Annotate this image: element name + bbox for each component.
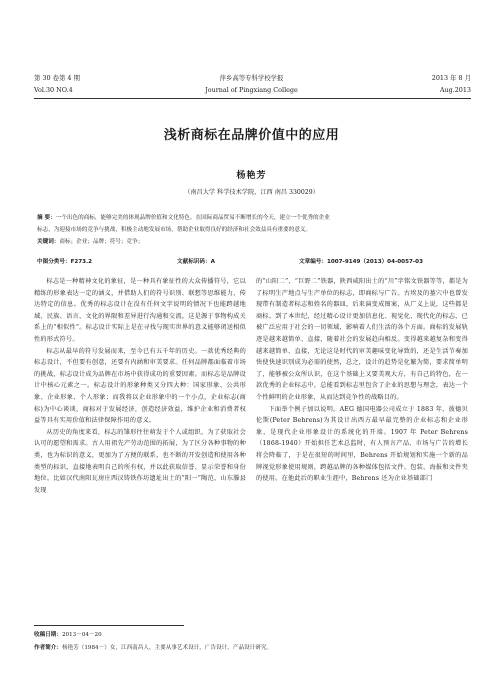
article-author: 杨艳芳 (236, 171, 267, 181)
body-paragraph: 标志从最早的符号发展而来，至今已有五千年的历史。一款优秀经典的标志设计，不但要有创意，还要有内涵和审美要求。任何品牌都面临着市场的挑战，标志设计成为品牌在市场中获得成功的重要因素。而标志是品牌设计中核心元素之一。标志设计的形象种类又分四大种：国家形象、公共形象、企业形象、个人形象；而我将以企业形象中的一个小点，企业标志(商标)为中心谈谈，商标对于发展经济，创造经济效益，维护企业和消费者权益等具有实用价值和法律保障作用的意义。 (34, 347, 246, 425)
keywords-text: 商标；企业；品牌；符号；竞争； (59, 239, 144, 245)
document-code: 文献标识码：A (177, 259, 215, 265)
keywords-label: 关键词： (37, 239, 60, 245)
body-paragraph: 从历史的角度来看，标志的雏形往往萌发于个人或组织，为了获取社会认可的愿望和需求。古人用祖先产劳动范围的拓展，为了区分各种事物的种类，也为标识的意义，更加为了方便的联系，也不断的开发创造和使用各种类型的标识，直接地表明自己的所有权，并以此获取信誉、显示荣誉和身份地位。比如汉代南阳瓦房庄西汉铸铁作坊遗址出土的“阳一”陶范，山东滕县发现 (34, 428, 246, 494)
article-title: 浅析商标在品牌价值中的应用 (163, 128, 340, 143)
header-rule (34, 98, 471, 99)
received-label: 收稿日期： (34, 632, 62, 638)
header-journal-block (0, 72, 503, 96)
body-paragraph: 标志是一种精神文化的象征，是一种具有象征性的大众传播符号，它以精练的形象表达一定的涵义，并借助人们的符号识别、联想等思维能力，传达特定的信息。优秀的标志设计在没有任何文字说明的情况下也能跨越地域、民族、语言、文化的界限和差异进行沟通和交流。这是源于事物构成关系上的“相似性”。标志设计实际上是在寻找与现实世界的意义能够闭送相似性的形式符号。 (34, 278, 246, 343)
article-affiliation: （南昌大学 科学技术学院，江西 南昌 330029） (184, 189, 319, 196)
abstract-label: 摘 要： (37, 215, 56, 221)
header-date-block (432, 72, 471, 96)
body-column-right (256, 276, 468, 485)
abstract-text-2: 标志，为迎接市场的竞争与挑战，积极主动地发展市场，帮助企业取得良好的经济和社会效益具有重要的意义。 (37, 227, 312, 233)
abstract (37, 212, 467, 248)
abstract-line-1 (37, 212, 467, 224)
abstract-text-1: 一个出色的商标，能够完美的体现品牌价值和文化特色。在国际商品贸易不断增长的今天，建立一个优秀的企业 (55, 215, 330, 221)
received-date-line (34, 630, 102, 638)
header-date-en: Aug.2013 (439, 86, 471, 94)
article-number: 文章编号：1007-9149（2013）04-0057-03 (299, 259, 423, 265)
author-bio-label: 作者简介： (34, 645, 62, 651)
header-volume-en: Vol.30 NO.4 (34, 86, 73, 94)
header-date: 2013 年 8 月 (431, 74, 471, 82)
footnote-rule (34, 625, 184, 626)
clc-number: 中图分类号：F273.2 (37, 259, 93, 265)
author-bio-line (34, 643, 272, 651)
header-volume: 第 30 卷第 4 期 (34, 74, 80, 82)
body-paragraph: 下面举个例子加以说明。AEG 德国电器公司成立于 1883 年，彼德贝伦斯(Peter Behrens)为其设计出西方最早最完整的企业标志和企业形象，是现代企业形象设计的系统化的开端。1907 年 Peter Behrens（1868-1940）开始担任艺术总监时，有人预言产品、市场与广告的增长将会降临了，于是在很短的时间里，Behrens 开始规划和实施一个新的品牌视觉形象使用规则，跨越品牌的各种媒体包括文件、包装、海报和文件夹的使用。在他此后的职业生涯中，Behrens 还为企业基础部门 (256, 405, 468, 483)
body-column-left (34, 276, 246, 496)
header-journal: 萍乡高等专科学校学报 (219, 74, 284, 82)
author-bio: 杨艳芳（1984－）女，江西南昌人，主要从事艺术设计，广告设计，产品设计研究。 (61, 645, 273, 651)
header-journal-en: Journal of Pingxiang College (205, 86, 298, 94)
received-date: 2013－04－20 (61, 632, 102, 638)
keywords-line (37, 236, 467, 248)
body-paragraph: 的“山阳二”、“巨野二”铁器，陕西咸阳出土的“川”字铭文铁器等等，都是为了标明生产地点与生产单位的标志，即商标与广告。古埃及的墓穴中也曾发现带有制造者标志和姓名的器皿，后来演变成图案，从广义上说，这些都是商标。到了本世纪，经过精心设计更加信息化、视觉化、现代化的标志，已被广泛应用于社会的一切领域，影响着人们生活的各个方面。商标的发展轨迹是越来越简单、直接，随着社会的发展趋向相反。变得越来越复杂和变得越来越简单、直接，无论这是时代的审美趣味变化导致的，还是生活节奏加快使快速识别成为必需的使然，总之，设计的趋势是化繁为简，要求简单明了，能够被公众所认识，在这个基础上又要美观大方，有自己的特色，在一款优秀的企业标志中，总能看到标志里包含了企业的思想与理念，表达一个个性鲜明的企业形象，从而达到竞争性的战略目的。 (256, 278, 468, 401)
